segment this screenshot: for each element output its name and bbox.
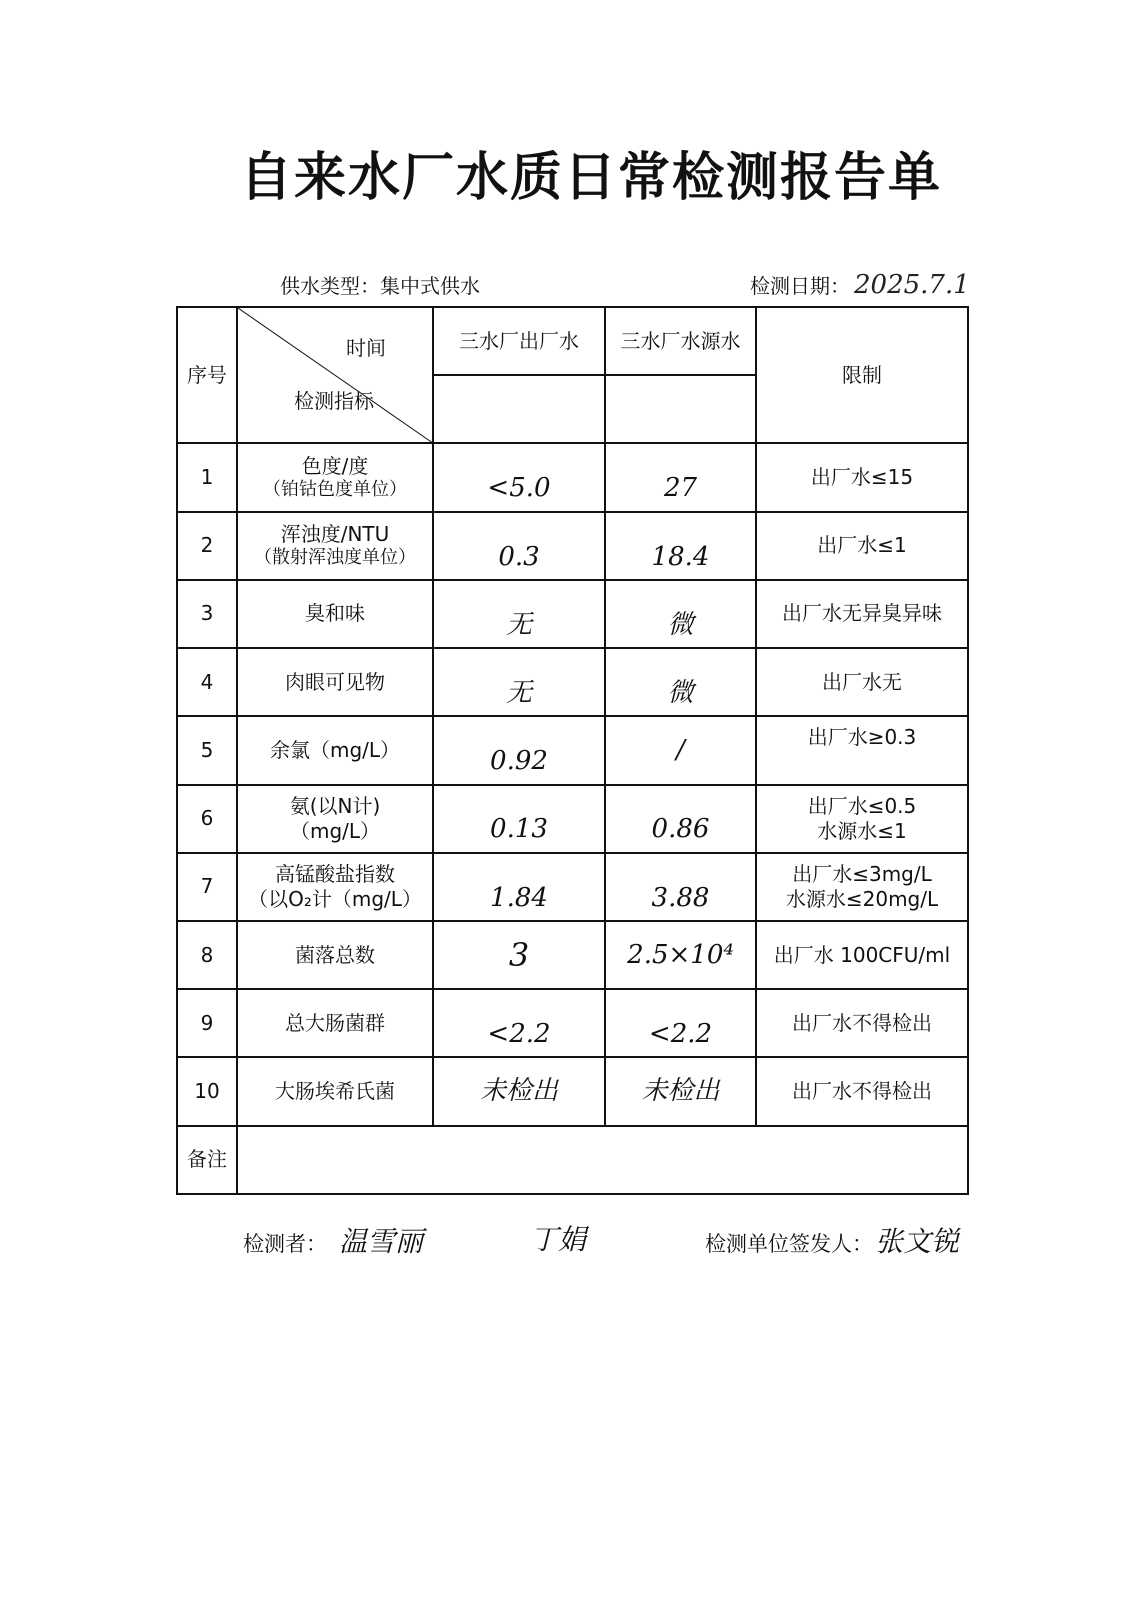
row-limit <box>756 716 968 784</box>
value-text: 微 <box>667 677 694 708</box>
limit-line: 出厂水无异臭异味 <box>782 601 942 626</box>
value-text: 2.5×10⁴ <box>627 939 734 970</box>
limit-line: 出厂水无 <box>822 669 902 694</box>
test-date <box>750 270 970 300</box>
row-limit <box>756 648 968 716</box>
issuer-label: 检测单位签发人： <box>705 1232 873 1256</box>
header-seq: 序号 <box>177 307 237 443</box>
table-row <box>177 580 968 648</box>
value-text: 无 <box>505 677 532 708</box>
indicator-name: 色度/度 <box>301 453 369 478</box>
table-row <box>177 1057 968 1125</box>
indicator-name: 臭和味 <box>305 601 365 626</box>
header-indicator: 检测指标 <box>294 389 374 414</box>
inspector-signature-1: 温雪丽 <box>339 1225 424 1258</box>
row-no: 6 <box>177 785 237 853</box>
limit-line: 水源水≤20mg/L <box>785 886 939 911</box>
row-value-1 <box>433 580 605 648</box>
row-value-1 <box>433 716 605 784</box>
row-limit <box>756 785 968 853</box>
limit-line: 出厂水≤1 <box>817 533 907 558</box>
row-value-1 <box>433 853 605 921</box>
row-value-2 <box>605 921 756 989</box>
inspector <box>243 1220 423 1260</box>
limit-line: 出厂水≤3mg/L <box>792 861 932 886</box>
row-indicator <box>237 512 433 580</box>
value-text: 3 <box>508 936 530 975</box>
row-limit <box>756 921 968 989</box>
limit-line: 出厂水≤15 <box>810 465 914 490</box>
table-row <box>177 443 968 511</box>
row-value-2 <box>605 853 756 921</box>
table-row <box>177 989 968 1057</box>
row-value-1 <box>433 648 605 716</box>
header-limit: 限制 <box>756 307 968 443</box>
header-diagonal-cell <box>237 307 433 443</box>
limit-line: 出厂水 100CFU/ml <box>773 942 951 967</box>
row-value-2 <box>605 785 756 853</box>
limit-line: 水源水≤1 <box>817 818 907 843</box>
row-value-1 <box>433 989 605 1057</box>
row-value-1 <box>433 443 605 511</box>
row-limit <box>756 989 968 1057</box>
indicator-name: 肉眼可见物 <box>285 669 385 694</box>
row-indicator <box>237 989 433 1057</box>
report-table <box>176 306 969 1195</box>
row-value-1 <box>433 785 605 853</box>
value-text: 18.4 <box>651 541 710 572</box>
remark-row <box>177 1126 968 1194</box>
limit-line: 出厂水≤0.5 <box>807 793 917 818</box>
row-limit <box>756 580 968 648</box>
inspector-signature-2: 丁娟 <box>530 1223 587 1256</box>
row-value-2 <box>605 989 756 1057</box>
indicator-name: 大肠埃希氏菌 <box>275 1079 395 1104</box>
row-value-2 <box>605 512 756 580</box>
limit-line: 出厂水不得检出 <box>792 1010 932 1035</box>
row-indicator <box>237 921 433 989</box>
row-limit <box>756 1057 968 1125</box>
row-limit <box>756 512 968 580</box>
value-text: 1.84 <box>490 882 548 913</box>
row-no: 1 <box>177 443 237 511</box>
value-text: 微 <box>667 609 694 640</box>
row-indicator <box>237 716 433 784</box>
issuer-signature: 张文锐 <box>875 1225 960 1258</box>
indicator-name: 高锰酸盐指数 <box>275 861 395 886</box>
supply-type: 供水类型：集中式供水 <box>280 274 480 298</box>
row-no: 3 <box>177 580 237 648</box>
row-no: 5 <box>177 716 237 784</box>
indicator-unit: （mg/L） <box>289 818 381 843</box>
header-time: 时间 <box>346 336 386 360</box>
value-text: <2.2 <box>487 1019 551 1050</box>
row-no: 7 <box>177 853 237 921</box>
row-indicator <box>237 853 433 921</box>
indicator-unit: （铂钴色度单位） <box>263 478 407 500</box>
row-indicator <box>237 1057 433 1125</box>
indicator-name: 菌落总数 <box>295 942 375 967</box>
inspector-label: 检测者： <box>243 1232 327 1256</box>
value-text: 0.13 <box>490 814 548 845</box>
table-row <box>177 785 968 853</box>
row-no: 4 <box>177 648 237 716</box>
row-indicator <box>237 785 433 853</box>
limit-line: 出厂水不得检出 <box>792 1079 932 1104</box>
row-value-2 <box>605 648 756 716</box>
table-row <box>177 648 968 716</box>
value-text: 0.3 <box>498 541 540 572</box>
row-value-2 <box>605 443 756 511</box>
header-col2-blank <box>605 375 756 443</box>
header-col2: 三水厂水源水 <box>605 307 756 375</box>
row-no: 8 <box>177 921 237 989</box>
table-row <box>177 512 968 580</box>
value-text: 0.92 <box>490 746 548 777</box>
row-no: 2 <box>177 512 237 580</box>
row-value-1 <box>433 921 605 989</box>
row-indicator <box>237 648 433 716</box>
row-value-2 <box>605 1057 756 1125</box>
row-no: 9 <box>177 989 237 1057</box>
value-text: 3.88 <box>651 882 710 913</box>
value-text: / <box>676 735 685 766</box>
row-indicator <box>237 443 433 511</box>
table-row <box>177 921 968 989</box>
row-value-1 <box>433 1057 605 1125</box>
test-date-label: 检测日期： <box>750 274 850 298</box>
indicator-name: 氨(以N计) <box>289 793 381 818</box>
test-date-value: 2025.7.1 <box>854 270 970 300</box>
diagonal-line <box>238 308 432 442</box>
value-text: 无 <box>505 609 532 640</box>
value-text: 27 <box>663 473 698 504</box>
header-col1-blank <box>433 375 605 443</box>
value-text: 未检出 <box>641 1076 720 1107</box>
indicator-name: 总大肠菌群 <box>285 1010 385 1035</box>
row-value-2 <box>605 716 756 784</box>
page-title: 自来水厂水质日常检测报告单 <box>239 148 942 208</box>
row-limit <box>756 443 968 511</box>
value-text: <2.2 <box>648 1019 713 1050</box>
indicator-name: 余氯（mg/L） <box>269 737 401 762</box>
indicator-unit: （散射浑浊度单位） <box>254 547 416 569</box>
issuer <box>705 1220 959 1260</box>
table-row <box>177 853 968 921</box>
value-text: <5.0 <box>487 473 551 504</box>
header-col1: 三水厂出厂水 <box>433 307 605 375</box>
row-indicator <box>237 580 433 648</box>
value-text: 0.86 <box>651 814 710 845</box>
indicator-unit: （以O₂计（mg/L） <box>248 886 422 911</box>
row-value-2 <box>605 580 756 648</box>
row-no: 10 <box>177 1057 237 1125</box>
remark-label: 备注 <box>177 1126 237 1194</box>
value-text: 未检出 <box>479 1076 558 1107</box>
indicator-name: 浑浊度/NTU <box>280 522 390 547</box>
table-row <box>177 716 968 784</box>
limit-line: 出厂水≥0.3 <box>807 725 917 750</box>
remark-content <box>237 1126 968 1194</box>
row-value-1 <box>433 512 605 580</box>
row-limit <box>756 853 968 921</box>
